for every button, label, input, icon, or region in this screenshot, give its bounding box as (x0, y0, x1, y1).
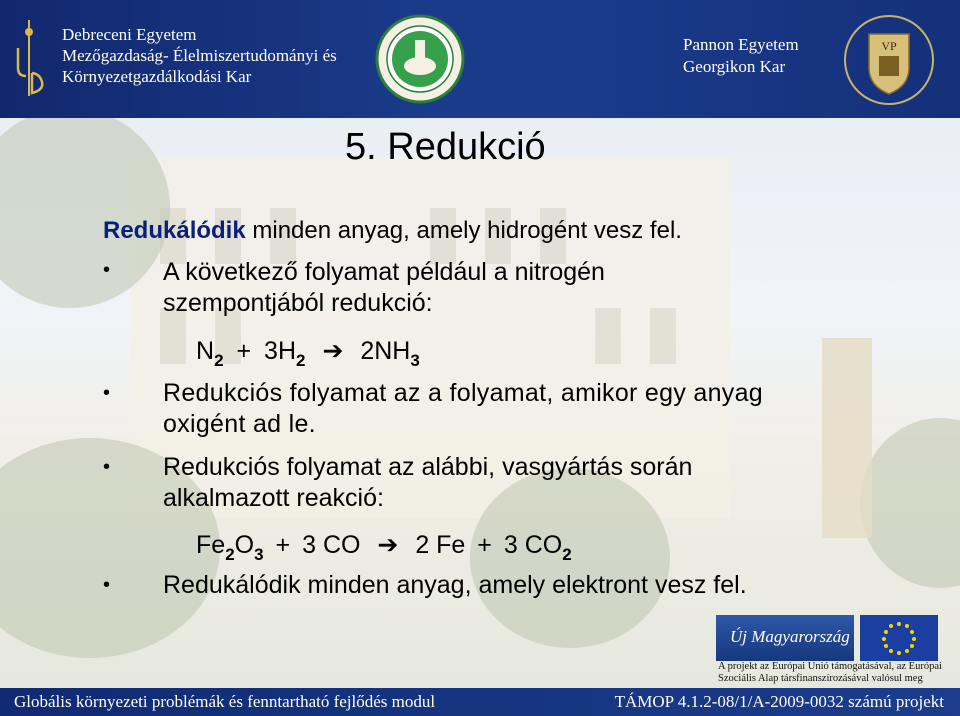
intro-bold-term: Redukálódik (103, 217, 246, 244)
pannon-crest-icon (843, 12, 935, 108)
bullet-marker: • (103, 259, 111, 281)
reaction-arrow-icon: ➔ (377, 531, 399, 559)
partner-university-name: Pannon Egyetem Georgikon Kar (683, 35, 799, 76)
footer-module-name: Globális környezeti problémák és fenntartható fejlődés modul (14, 692, 436, 711)
bullet-marker: • (103, 382, 111, 404)
bullet-text-2: Redukciós folyamat az a folyamat, amikor egy anyag oxigént ad le. (163, 379, 763, 438)
eu-flag-icon (860, 615, 938, 661)
equation-iron: $Fe_2O_3 + 3$ CO ➔ 2 Fe + 3 $CO_2$ (196, 531, 572, 564)
uj-magyarorszag-logo: Új Magyarország (716, 615, 854, 661)
bullet-text-3: Redukciós folyamat az alábbi, vasgyártás során alkalmazott reakció: (163, 453, 693, 512)
bullet-marker: • (103, 574, 111, 596)
bullet-marker: • (103, 456, 111, 478)
bullet-text-4: Redukálódik minden anyag, amely elektront vesz fel. (163, 571, 747, 599)
funding-statement: A projekt az Európai Unió támogatásával, az Európai Szociális Alap társfinanszírozásával valósul meg (718, 661, 942, 684)
intro-sentence (103, 217, 682, 245)
reaction-arrow-icon: ➔ (322, 337, 344, 365)
faculty-seal-icon (375, 14, 465, 104)
slide-title: 5. Redukció (345, 126, 546, 168)
svg-text:VP: VP (881, 39, 897, 53)
bullet-text-1: A következő folyamat például a nitrogén szempontjából redukció: (163, 258, 605, 317)
intro-text: minden anyag, amely hidrogént vesz fel. (245, 217, 682, 244)
university-logo-icon (12, 18, 46, 98)
funding-logos (716, 613, 942, 689)
equation-nitrogen: $N_2 + 3H_2$ ➔ $2NH_3$ (196, 337, 420, 370)
university-name: Debreceni Egyetem Mezőgazdaság- Élelmiszertudományi és Környezetgazdálkodási Kar (62, 25, 337, 86)
footer-bar (0, 688, 960, 716)
footer-project-id: TÁMOP 4.1.2-08/1/A-2009-0032 számú projekt (614, 692, 944, 711)
header-banner (0, 0, 960, 118)
